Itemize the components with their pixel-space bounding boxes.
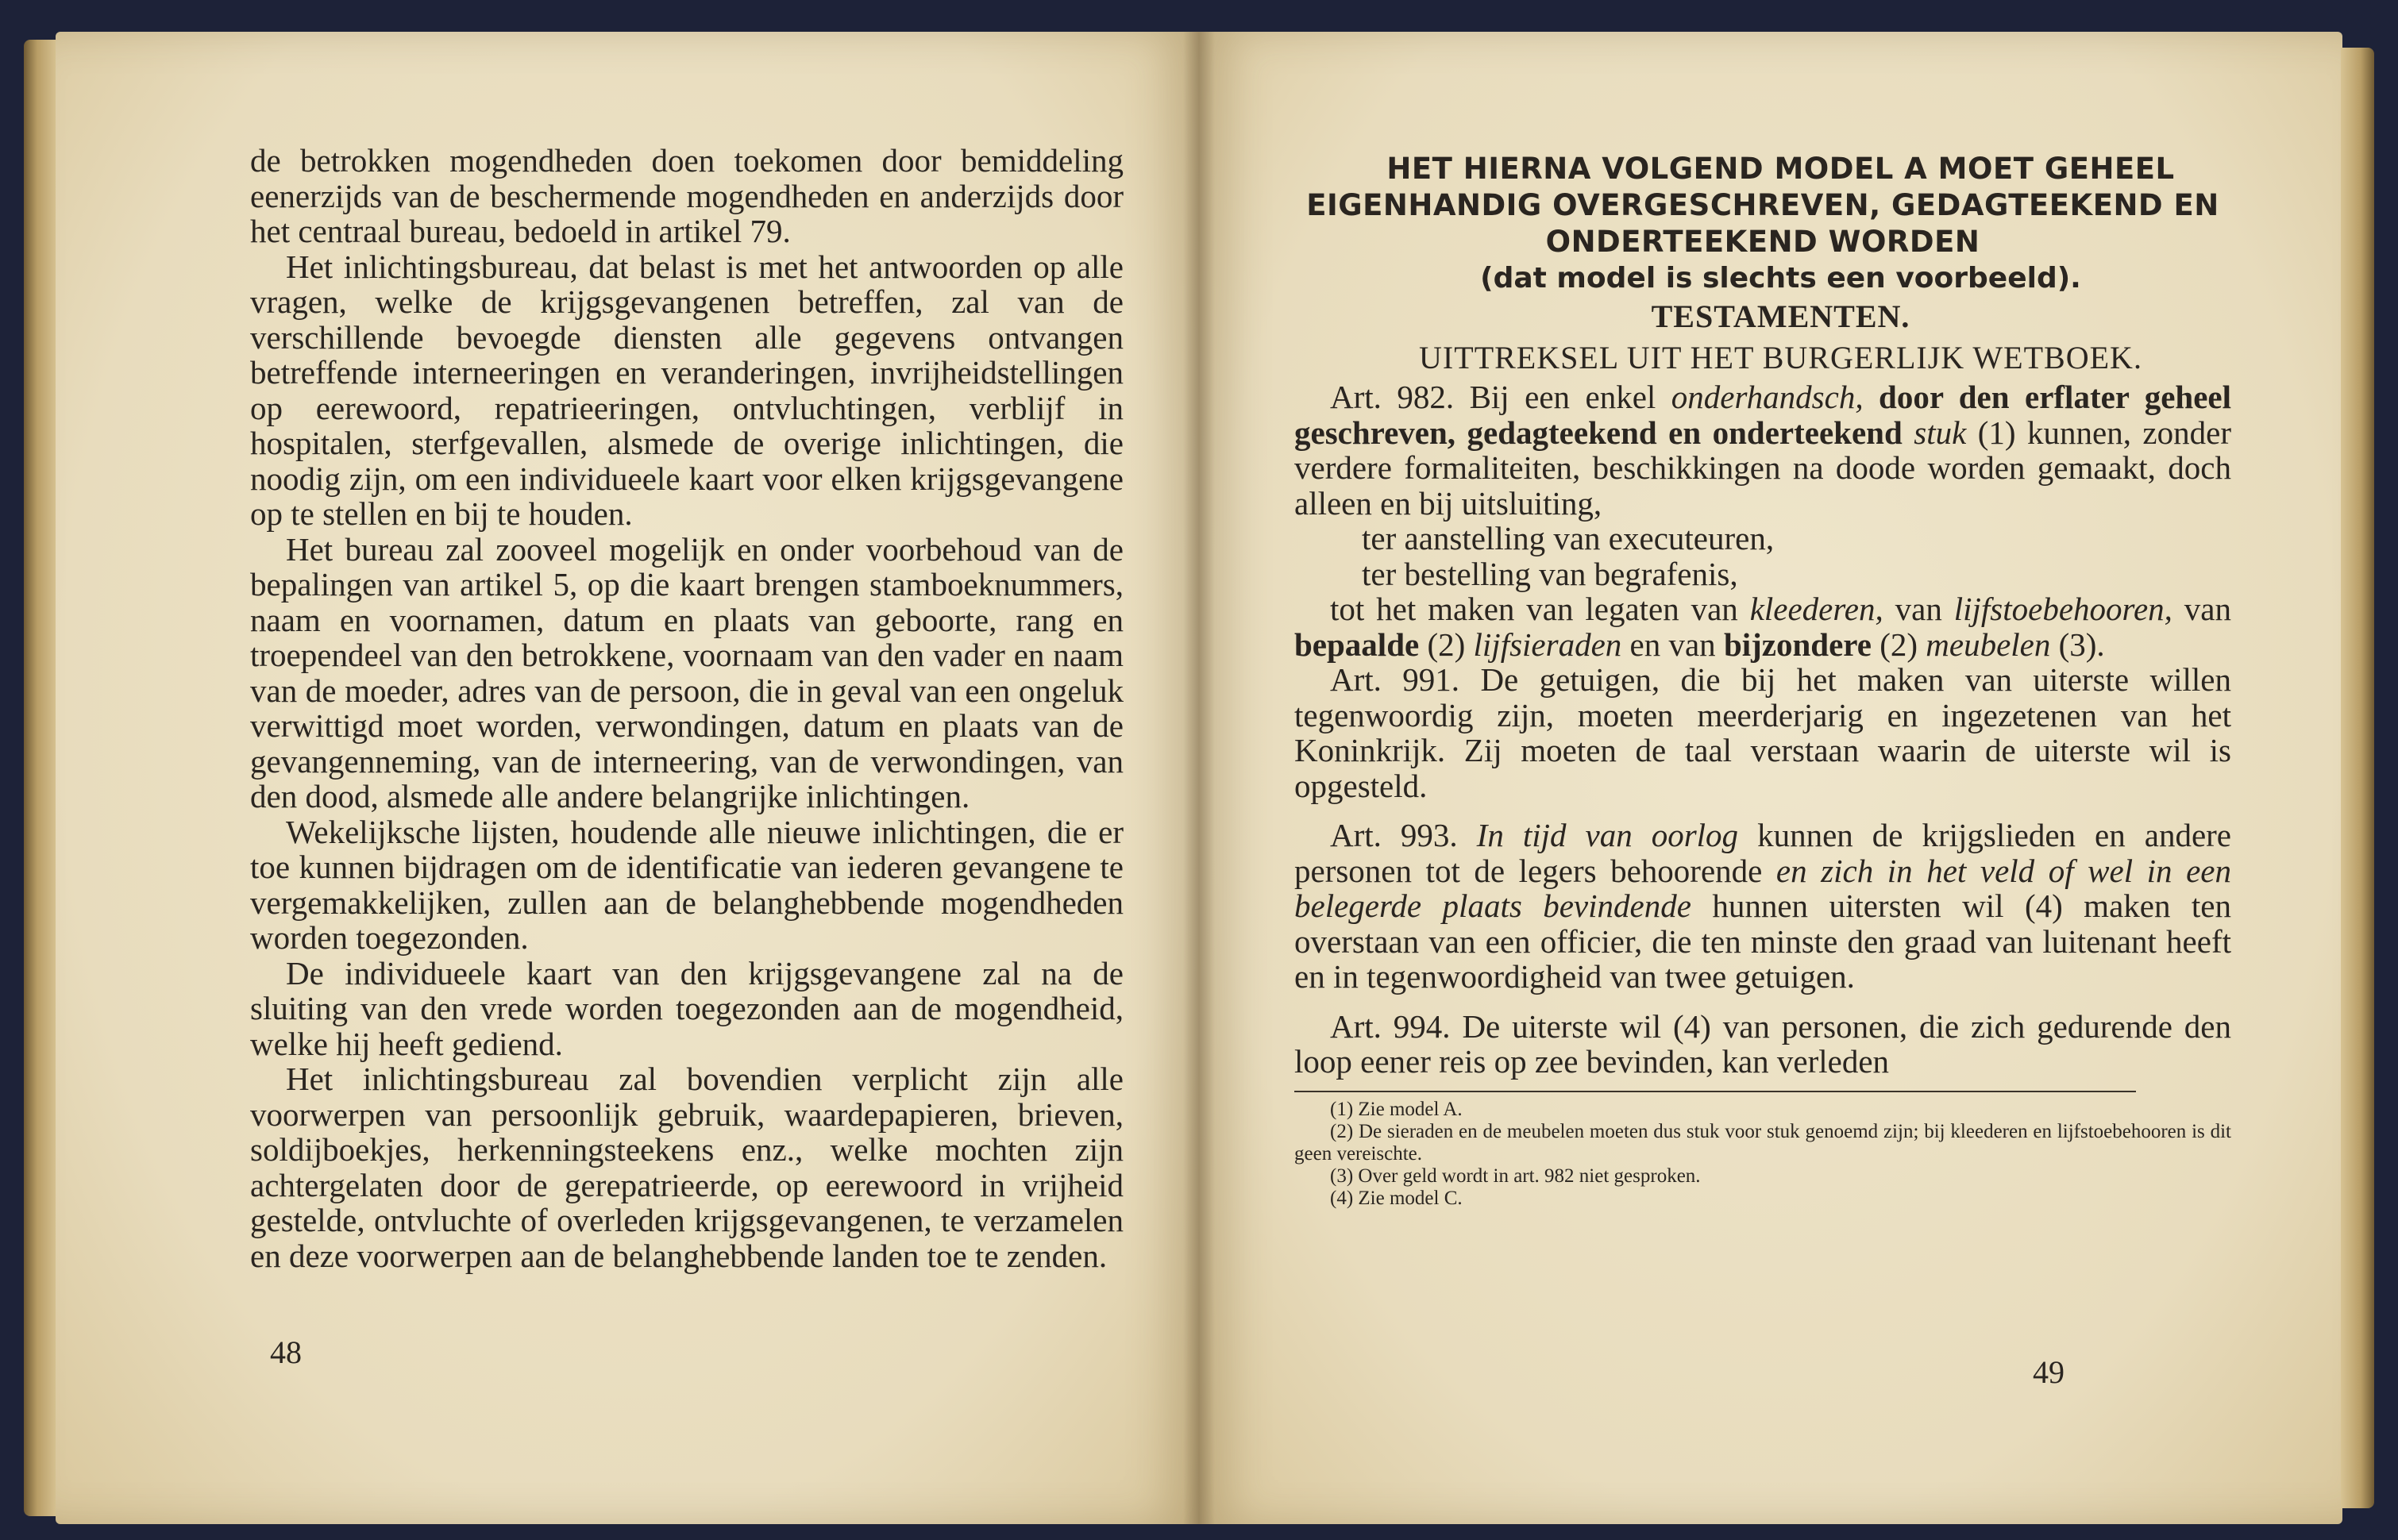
right-page: [1199, 32, 2342, 1524]
page-number: 48: [270, 1334, 302, 1370]
paragraph: Het bureau zal zooveel mogelijk en onder voorbehoud van de bepalingen van artikel 5, op die kaart brengen stamboeknummers, naam en voornamen, datum en plaats van geboorte, rang en troependeel van den betrokkene, voornaam van den vader en naam van de moeder, adres van de persoon, die in geval van een ongeluk verwittigd moet worden, verwondingen, datum en plaats van de gevangenneming, van de interneering, van de verwondingen, van den dood, alsmede alle andere belangrijke inlichtingen.: [250, 530, 1124, 814]
book-gutter: [1183, 32, 1215, 1524]
text-run: (3).: [2050, 626, 2105, 663]
paragraph: Het inlichtingsbureau, dat belast is met het antwoorden op alle vragen, welke de krijgsgevangenen betreffen, zal van de verschillende bevoegde diensten alle gegevens ontvangen betreffende interneeringen en veranderingen, invrijheidstellingen op eerewoord, repatrieeringen, ontvluchtingen, verblijf in hospitalen, sterfgevallen, alsmede de overige inlichtingen, die noodig zijn, om een individueele kaart voor elken krijgsgevangene op te stellen en bij te houden.: [250, 248, 1124, 532]
article-991: Art. 991. De getuigen, die bij het maken van uiterste willen tegenwoordig zijn, moeten meerderjarig en ingezetenen van het Koninkrijk. Zij moeten de taal verstaan waarin de uiterste wil is opgesteld.: [1294, 661, 2231, 804]
text-run: (2): [1419, 626, 1474, 663]
paragraph: Het inlichtingsbureau zal bovendien verplicht zijn alle voorwerpen van persoonlijk gebruik, waardepapieren, brieven, soldijboekjes, herkenningsteekens enz., welke mochten zijn achtergelaten door de gerepatrieerde, op eerewoord in vrijheid gestelde, ontvluchte of overleden krijgsgevangenen, te verzamelen en deze voorwerpen aan de belanghebbende landen toe te zenden.: [250, 1061, 1124, 1274]
footnote: (1) Zie model A.: [1330, 1098, 1463, 1120]
text-run: lijfstoebehooren,: [1953, 591, 2172, 627]
open-book: [24, 32, 2374, 1524]
text-run: meubelen: [1926, 626, 2051, 663]
article-994: Art. 994. De uiterste wil (4) van personen, die zich gedurende den loop eener reis op zee bevinden, kan verleden: [1294, 1007, 2231, 1080]
footnote: (3) Over geld wordt in art. 982 niet gesproken.: [1330, 1165, 1701, 1187]
section-subtitle: UITTREKSEL UIT HET BURGERLIJK WETBOEK.: [1419, 340, 2142, 375]
text-run: bepaalde: [1294, 626, 1420, 663]
text-run: en zich in het veld of wel in een belegerde plaats bevindende: [1294, 852, 2231, 924]
article-982: [1294, 379, 2231, 521]
paragraph: de betrokken mogendheden doen toekomen door bemiddeling eenerzijds van de beschermende mogendheden en anderzijds door het centraal bureau, bedoeld in artikel 79.: [250, 142, 1124, 249]
text-run: hunnen uitersten wil (4) maken ten overstaan van een officier, die ten minste den graad van luitenant heeft en in tegenwoordigheid van twee getuigen.: [1294, 887, 2231, 995]
article-label: Art. 993.: [1330, 817, 1458, 853]
text-run: tot het maken van legaten van: [1330, 591, 1750, 627]
paragraph: Wekelijksche lijsten, houdende alle nieuwe inlichtingen, die er toe kunnen bijdragen om de identificatie van iederen gevangene te vergemakkelijken, zullen aan de belanghebbende mogendheden worden toegezonden.: [250, 813, 1124, 956]
text-run: In tijd van oorlog: [1457, 817, 1739, 853]
heading-note: (dat model is slechts een voorbeeld).: [1480, 262, 2081, 295]
article-993: [1294, 818, 2231, 995]
text-run: van: [1883, 591, 1954, 627]
text-run: (1) kunnen, zonder verdere formaliteiten, beschikkingen na doode worden gemaakt, doch alleen en bij uitsluiting,: [1294, 414, 2231, 522]
left-page-text: [250, 143, 1124, 1273]
text-run: bijzondere: [1723, 626, 1872, 663]
right-page-text: [1294, 151, 2231, 1210]
text-run: Bij een enkel: [1454, 379, 1671, 415]
text-run: (2): [1871, 626, 1926, 663]
text-run: onderhandsch,: [1671, 379, 1864, 415]
article-982-item: ter bestelling van begrafenis,: [1362, 555, 1738, 592]
text-run: kunnen de krijgslieden en andere personen tot de legers behoorende: [1294, 817, 2231, 889]
book-edge-right: [2341, 48, 2374, 1508]
page-heading: HET HIERNA VOLGEND MODEL A MOET GEHEEL EIGENHANDIG OVERGESCHREVEN, GEDAGTEEKEND EN ONDERTEEKEND WORDEN: [1306, 152, 2219, 259]
paragraph: De individueele kaart van den krijgsgevangene zal na de sluiting van den vrede worden toegezonden aan de mogendheid, welke hij heeft gediend.: [250, 954, 1124, 1062]
footnote: (4) Zie model C.: [1330, 1187, 1463, 1209]
footnote-divider: [1294, 1091, 2136, 1092]
article-982-item: [1294, 591, 2231, 662]
article-label: Art. 982.: [1330, 379, 1455, 415]
text-run: van: [2172, 591, 2231, 627]
text-run: en van: [1621, 626, 1724, 663]
footnote: (2) De sieraden en de meubelen moeten dus stuk voor stuk genoemd zijn; bij kleederen en lijfstoebehooren is dit geen vereischte.: [1294, 1120, 2231, 1165]
left-page: [56, 32, 1199, 1524]
article-982-item: ter aanstelling van executeuren,: [1362, 520, 1775, 556]
book-edge-left: [24, 40, 57, 1516]
text-run: door den erflater geheel geschreven, gedagteekend en onderteekend: [1294, 379, 2231, 451]
text-run: stuk: [1902, 414, 1967, 451]
text-run: lijfsieraden: [1473, 626, 1622, 663]
text-run: kleederen,: [1749, 591, 1883, 627]
section-title: TESTAMENTEN.: [1651, 298, 1910, 334]
page-number: 49: [2033, 1354, 2065, 1390]
